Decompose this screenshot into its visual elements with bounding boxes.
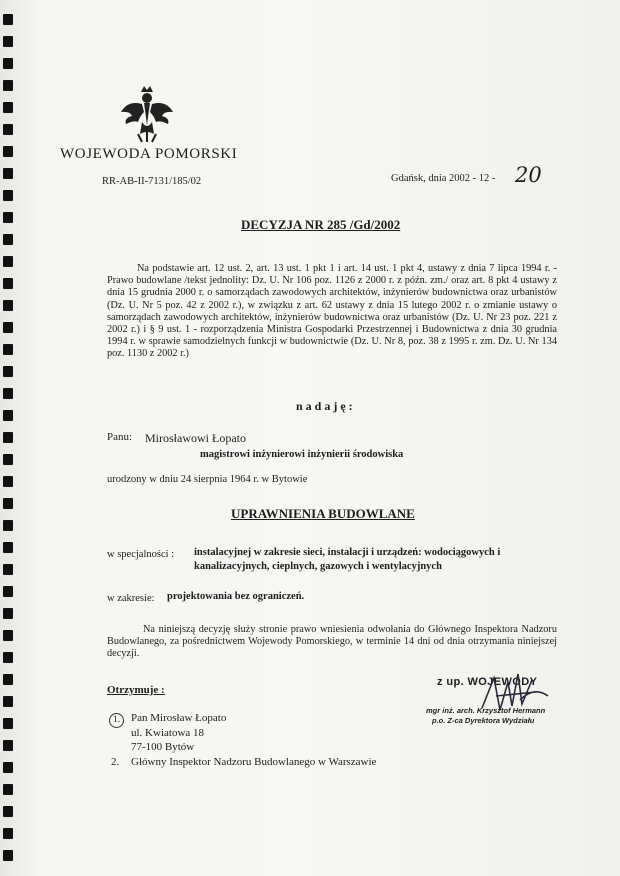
recipients-label: Otrzymuje : <box>107 684 165 696</box>
office-name: WOJEWODA POMORSKI <box>60 146 238 162</box>
binding-hole <box>3 784 13 795</box>
binding-hole <box>3 652 13 663</box>
specialty-label: w specjalności : <box>107 549 175 560</box>
binding-hole <box>3 80 13 91</box>
signature-position: p.o. Z-ca Dyrektora Wydziału <box>432 716 535 725</box>
binding-hole <box>3 234 13 245</box>
specialty-line-2: kanalizacyjnych, cieplnych, gazowych i wentylacyjnych <box>194 561 442 572</box>
binding-hole <box>3 608 13 619</box>
binding-hole <box>3 542 13 553</box>
appeal-paragraph: Na niniejszą decyzję służy stronie prawo wniesienia odwołania do Głównego Inspektora Nadzoru Budowlanego, za pośrednictwem Wojewody Pomorskiego, w terminie 14 dni od dnia otrzymania niniejszej decyzji. <box>107 624 557 660</box>
scope-label: w zakresie: <box>107 593 155 604</box>
binding-hole <box>3 14 13 25</box>
binding-hole <box>3 58 13 69</box>
binding-hole <box>3 410 13 421</box>
binding-hole <box>3 256 13 267</box>
binding-hole <box>3 168 13 179</box>
binding-hole <box>3 146 13 157</box>
binding-hole <box>3 102 13 113</box>
binding-hole <box>3 432 13 443</box>
binding-hole <box>3 454 13 465</box>
binding-hole <box>3 740 13 751</box>
spiral-binding <box>0 0 22 876</box>
binding-hole <box>3 696 13 707</box>
recipient-1-name: Pan Mirosław Łopato <box>131 712 227 724</box>
binding-hole <box>3 300 13 311</box>
recipient-degree: magistrowi inżynierowi inżynierii środowiska <box>200 449 404 460</box>
binding-hole <box>3 762 13 773</box>
recipient-birth: urodzony w dniu 24 sierpnia 1964 r. w Bytowie <box>107 474 308 485</box>
signature-title: z up. WOJEWODY <box>437 676 538 688</box>
binding-hole <box>3 498 13 509</box>
binding-hole <box>3 586 13 597</box>
specialty-line-1: instalacyjnej w zakresie sieci, instalacji i urządzeń: wodociągowych i <box>194 547 501 558</box>
binding-hole <box>3 564 13 575</box>
recipient-name: Mirosławowi Łopato <box>145 431 246 445</box>
binding-hole <box>3 278 13 289</box>
binding-hole <box>3 718 13 729</box>
scope-value: projektowania bez ograniczeń. <box>167 591 305 602</box>
binding-hole <box>3 850 13 861</box>
binding-hole <box>3 806 13 817</box>
grants-heading: n a d a j ę : <box>296 399 353 413</box>
recipient-label: Panu: <box>107 431 133 443</box>
binding-hole <box>3 630 13 641</box>
binding-hole <box>3 476 13 487</box>
recipient-1-street: ul. Kwiatowa 18 <box>131 727 205 739</box>
binding-hole <box>3 828 13 839</box>
binding-hole <box>3 674 13 685</box>
recipient-2-number: 2. <box>111 756 120 768</box>
eagle-emblem-icon <box>118 84 176 144</box>
place-date: Gdańsk, dnia 2002 - 12 - <box>391 173 496 184</box>
recipient-2-name: Główny Inspektor Nadzoru Budowlanego w Warszawie <box>131 756 377 768</box>
binding-hole <box>3 520 13 531</box>
recipient-1-city: 77-100 Bytów <box>131 741 195 753</box>
binding-hole <box>3 212 13 223</box>
binding-hole <box>3 190 13 201</box>
binding-hole <box>3 124 13 135</box>
signature-name: mgr inż. arch. Krzysztof Hermann <box>426 706 546 715</box>
rights-title: UPRAWNIENIA BUDOWLANE <box>231 506 415 521</box>
legal-basis-paragraph: Na podstawie art. 12 ust. 2, art. 13 ust. 1 pkt 1 i art. 14 ust. 1 pkt 4, ustawy z dnia 7 lipca 1994 r. - Prawo budowlane /tekst jednolity: Dz. U. Nr 106 poz. 1126 z 2000 r. z późn. zm./ oraz art. 8 pkt 4 ustawy z dnia 15 grudnia 2000 r. o samorządach zawodowych architektów, inżynierów budownictwa oraz urbanistów (Dz. U. Nr 5 poz. 42 z 2002 r.), w związku z art. 62 ustawy z dnia 15 lutego 2002 r. o zmianie ustawy o samorządach zawodowych architektów, inżynierów budownictwa oraz urbanistów (Dz. U. Nr 23 poz. 221 z 2002 r.) i § 9 ust. 1 - rozporządzenia Ministra Gospodarki Przestrzennej i Budownictwa z dnia 30 grudnia 1994 r. w sprawie samodzielnych funkcji w budownictwie (Dz. U. Nr 8, poz. 38 z 1995 r. zm. Dz. U. Nr 134 poz. 1130 z 2002 r.) <box>107 263 557 360</box>
binding-hole <box>3 366 13 377</box>
binding-hole <box>3 388 13 399</box>
date-day-handwritten: 20 <box>515 163 542 187</box>
decision-title: DECYZJA NR 285 /Gd/2002 <box>241 217 401 232</box>
reference-number: RR-AB-II-7131/185/02 <box>102 176 202 187</box>
binding-hole <box>3 322 13 333</box>
binding-hole <box>3 36 13 47</box>
binding-hole <box>3 344 13 355</box>
recipient-1-number: 1. <box>109 713 124 728</box>
